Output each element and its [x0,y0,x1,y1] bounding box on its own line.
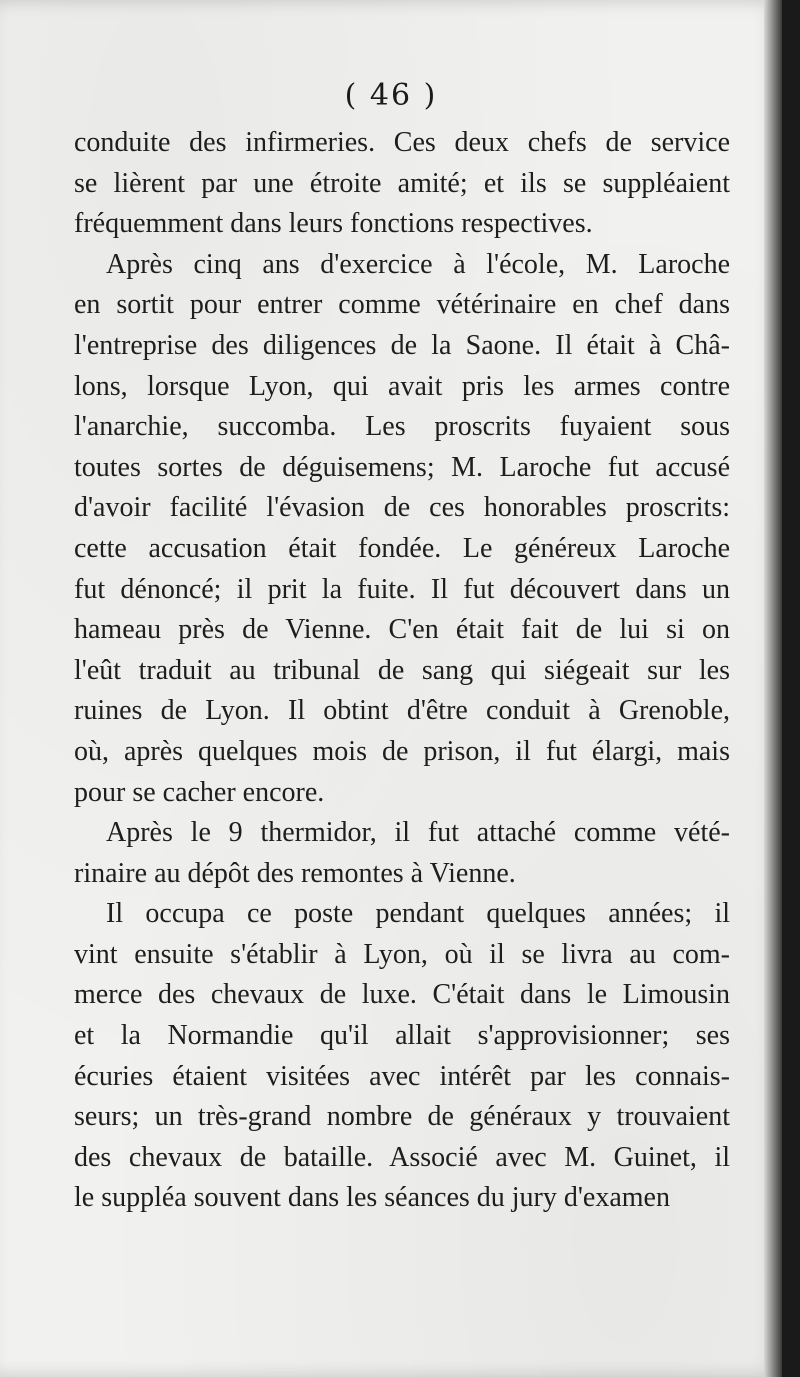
text-line: fréquemment dans leurs fonctions respectives. [74,208,593,240]
text-line: l'eût traduit au tribunal de sang qui siégeait sur les [74,654,730,686]
page-number: ( 46 ) [344,78,438,113]
text-line: hameau près de Vienne. C'en était fait de lui si on [74,614,730,646]
paragraph [74,894,730,1219]
text-line: le suppléa souvent dans les séances du jury d'examen [74,1182,670,1214]
text-line: merce des chevaux de luxe. C'était dans le Limousin [74,979,730,1011]
text-line: vint ensuite s'établir à Lyon, où il se livra au com- [74,938,730,970]
text-line: pour se cacher encore. [74,776,325,808]
text-line: cette accusation était fondée. Le généreux Laroche [74,532,730,564]
text-line: Après cinq ans d'exercice à l'école, M. Laroche [106,248,730,280]
text-line: fut dénoncé; il prit la fuite. Il fut découvert dans un [74,573,730,605]
text-line: écuries étaient visitées avec intérêt par les connais- [74,1060,730,1092]
text-line: Après le 9 thermidor, il fut attaché comme vété- [106,817,730,849]
text-line: en sortit pour entrer comme vétérinaire en chef dans [74,289,730,321]
text-line: où, après quelques mois de prison, il fut élargi, mais [74,735,730,767]
text-line: seurs; un très-grand nombre de généraux y trouvaient [74,1101,730,1133]
paragraph [74,813,730,894]
text-line: Il occupa ce poste pendant quelques années; il [106,898,730,930]
paragraph [74,123,730,245]
text-line: toutes sortes de déguisemens; M. Laroche fut accusé [74,451,730,483]
text-line: se lièrent par une étroite amité; et ils se suppléaient [74,167,730,199]
text-line: ruines de Lyon. Il obtint d'être conduit à Grenoble, [74,695,730,727]
page-edge-shadow [764,0,782,1377]
text-line: l'entreprise des diligences de la Saone. Il était à Châ- [74,329,730,361]
text-line: d'avoir facilité l'évasion de ces honorables proscrits: [74,492,730,524]
text-line: rinaire au dépôt des remontes à Vienne. [74,857,516,889]
paragraph [74,245,730,813]
text-line: l'anarchie, succomba. Les proscrits fuyaient sous [74,411,730,443]
text-line: lons, lorsque Lyon, qui avait pris les armes contre [74,370,730,402]
body-text [74,123,730,1219]
text-line: des chevaux de bataille. Associé avec M. Guinet, il [74,1141,730,1173]
text-line: conduite des infirmeries. Ces deux chefs de service [74,127,730,158]
text-line: et la Normandie qu'il allait s'approvisionner; ses [74,1020,730,1052]
